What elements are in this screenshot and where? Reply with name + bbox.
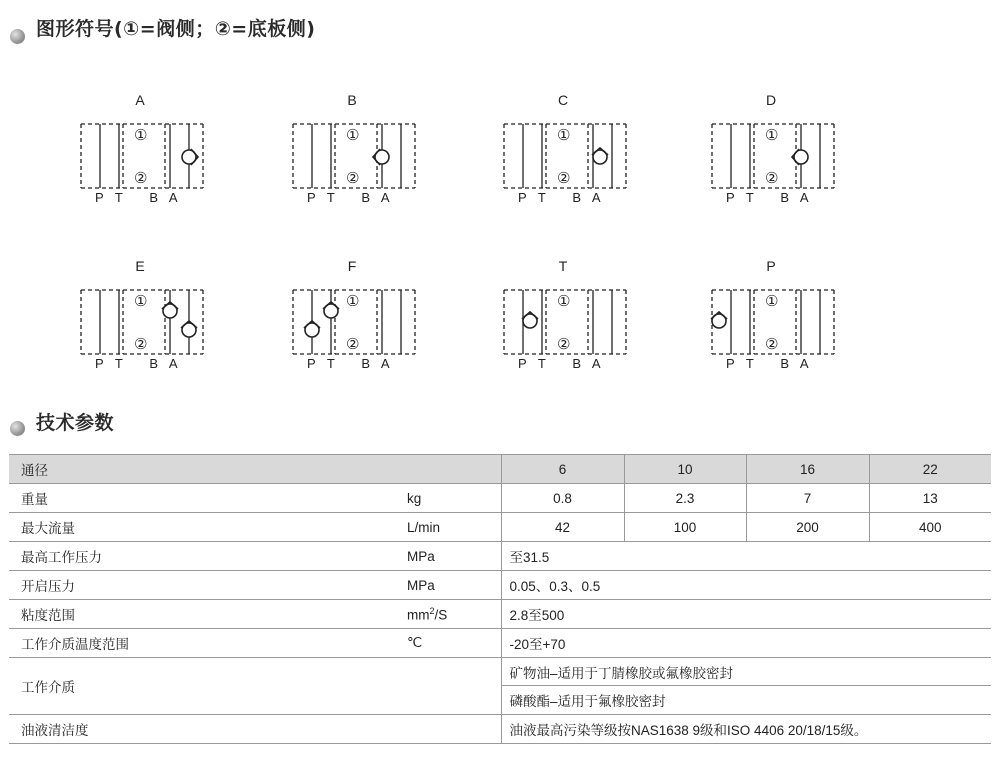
unit-tail: /S [434,607,448,623]
param-value: 100 [624,513,746,542]
valve-side-marker: ① [134,292,148,310]
port-labels: P T B A [307,356,394,371]
symbol-label: F [347,258,357,274]
param-value: 矿物油–适用于丁腈橡胶或氟橡胶密封 [501,658,991,686]
valve-side-marker: ① [557,292,571,310]
param-value: 磷酸酯–适用于氟橡胶密封 [501,686,991,715]
header-name-cell: 通径 [9,455,405,484]
section-bullet-icon [10,29,25,44]
size-cell: 16 [746,455,869,484]
param-unit [405,658,501,715]
unit-base: mm [407,607,430,623]
subplate-side-marker: ② [557,335,571,353]
subplate-side-marker: ② [134,335,148,353]
table-row [9,600,991,629]
valve-side-marker: ① [346,292,360,310]
valve-side-marker: ① [765,126,779,144]
param-value: 13 [869,484,991,513]
valve-side-marker: ① [557,126,571,144]
valve-side-marker: ① [134,126,148,144]
size-cell: 6 [501,455,624,484]
size-cell: 22 [869,455,991,484]
symbol-label: P [766,258,776,274]
param-unit: kg [405,484,501,513]
size-cell: 10 [624,455,746,484]
header-unit-cell [405,455,501,484]
subplate-side-marker: ② [765,169,779,187]
symbol-label: A [135,92,145,108]
table-header-row [9,455,991,484]
port-labels: P T B A [726,356,813,371]
subplate-side-marker: ② [346,335,360,353]
param-value: 2.3 [624,484,746,513]
param-unit [405,715,501,744]
param-unit [405,600,501,629]
valve-side-marker: ① [765,292,779,310]
param-value: 7 [746,484,869,513]
subplate-side-marker: ② [346,169,360,187]
table-row [9,715,991,744]
port-labels: P T B A [518,190,605,205]
symbol-c [492,92,642,212]
param-value: 400 [869,513,991,542]
port-labels: P T B A [95,356,182,371]
subplate-side-marker: ② [557,169,571,187]
param-unit: L/min [405,513,501,542]
valve-side-marker: ① [346,126,360,144]
param-value: 至31.5 [501,542,991,571]
unit-superscript: 2 [429,605,435,616]
port-labels: P T B A [726,190,813,205]
param-name: 油液清洁度 [9,715,405,744]
param-unit: MPa [405,542,501,571]
param-value: 0.8 [501,484,624,513]
param-value: 2.8至500 [501,600,991,629]
symbol-label: C [557,92,569,108]
param-value: 200 [746,513,869,542]
subplate-side-marker: ② [134,169,148,187]
symbol-p [700,258,850,378]
symbol-t [492,258,642,378]
symbol-e [69,258,219,378]
table-row [9,513,991,542]
param-name: 最大流量 [9,513,405,542]
param-name: 最高工作压力 [9,542,405,571]
table-row [9,542,991,571]
technical-parameters-table [9,454,991,744]
symbol-label: E [135,258,145,274]
symbol-d [700,92,850,212]
symbol-a [69,92,219,212]
table-row [9,484,991,513]
table-row [9,658,991,686]
param-value: 42 [501,513,624,542]
param-name: 工作介质 [9,658,405,715]
section-bullet-icon [10,421,25,436]
param-name: 重量 [9,484,405,513]
specs-section-title: 技术参数 [36,412,115,434]
table-row [9,629,991,658]
symbols-section-title: 图形符号(①=阀侧；②=底板侧) [36,18,316,40]
symbol-f [281,258,431,378]
param-value: -20至+70 [501,629,991,658]
symbol-label: B [347,92,357,108]
subplate-side-marker: ② [765,335,779,353]
port-labels: P T B A [518,356,605,371]
table-row [9,571,991,600]
param-unit: MPa [405,571,501,600]
param-value: 油液最高污染等级按NAS1638 9级和ISO 4406 20/18/15级。 [501,715,991,744]
port-labels: P T B A [307,190,394,205]
param-unit: ℃ [405,629,501,658]
param-value: 0.05、0.3、0.5 [501,571,991,600]
param-name: 开启压力 [9,571,405,600]
symbol-b [281,92,431,212]
param-name: 粘度范围 [9,600,405,629]
port-labels: P T B A [95,190,182,205]
symbol-label: T [558,258,568,274]
param-name: 工作介质温度范围 [9,629,405,658]
symbol-label: D [765,92,777,108]
